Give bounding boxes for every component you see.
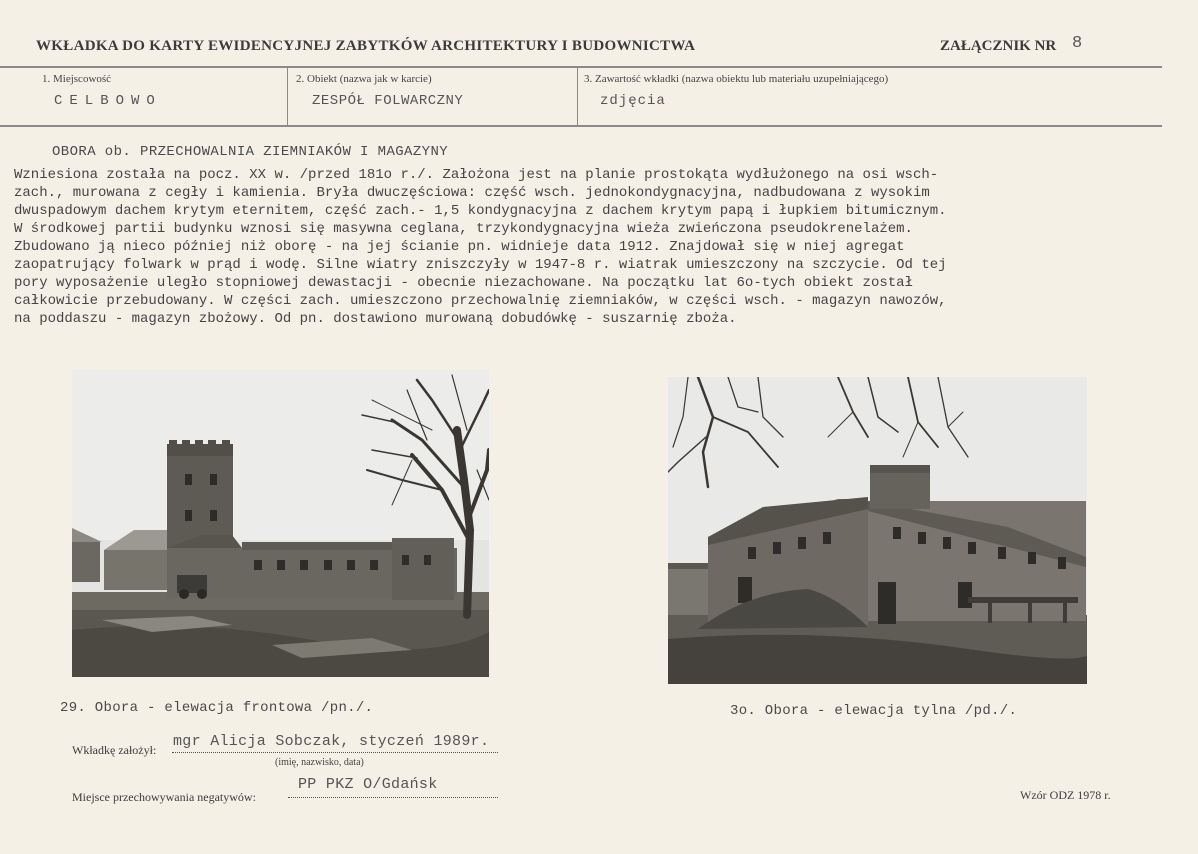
photo-rear-image [668, 377, 1087, 684]
description-line: na poddaszu - magazyn zbożowy. Od pn. dostawiono murowaną dobudówkę - suszarnię zboża. [14, 311, 737, 327]
subject-heading: OBORA ob. PRZECHOWALNIA ZIEMNIAKÓW I MAGAZYNY [52, 144, 449, 160]
author-label: Wkładkę założył: [72, 743, 157, 757]
author-value: mgr Alicja Sobczak, styczeń 1989r. [173, 733, 490, 750]
photo-rear-elevation [668, 377, 1087, 684]
description-line: dwuspadowym dachem krytym eternitem, część zach.- 1,5 kondygnacyjna z dachem krytym papą i łupkiem bitumicznym. [14, 203, 947, 219]
card-title: WKŁADKA DO KARTY EWIDENCYJNEJ ZABYTKÓW ARCHITEKTURY I BUDOWNICTWA [36, 38, 696, 54]
photo-caption-rear: 3o. Obora - elewacja tylna /pd./. [730, 703, 1018, 719]
author-underline [172, 752, 498, 753]
contents-label: 3. Zawartość wkładki (nazwa obiektu lub materiału uzupełniającego) [584, 73, 889, 85]
place-label: 1. Miejscowość [42, 73, 112, 85]
object-value: ZESPÓŁ FOLWARCZNY [312, 93, 464, 109]
description-paragraph [14, 166, 1164, 328]
author-hint: (imię, nazwisko, data) [275, 757, 364, 768]
object-label: 2. Obiekt (nazwa jak w karcie) [296, 73, 432, 85]
fields-bottom-rule [0, 125, 1162, 127]
contents-value: zdjęcia [600, 93, 666, 109]
header-rule [0, 66, 1162, 68]
storage-label: Miejsce przechowywania negatywów: [72, 790, 256, 804]
description-line: pory wyposażenie uległo stopniowej dewastacji - obecnie niezachowane. Na początku lat 6o-tych obiekt został [14, 275, 913, 291]
field-divider-1 [287, 68, 288, 125]
annex-number: 8 [1072, 34, 1083, 53]
description-line: całkowicie przebudowany. W części zach. umieszczono przechowalnię ziemniaków, w części wsch. - magazyn nawozów, [14, 293, 947, 309]
description-line: zach., murowana z cegły i kamienia. Bryła dwuczęściowa: część wsch. jednokondygnacyjna, nadbudowana z wysokim [14, 185, 930, 201]
description-line: Zbudowano ją nieco później niż oborę - na jej ścianie pn. widnieje data 1912. Znajdował się w niej agregat [14, 239, 905, 255]
annex-label: ZAŁĄCZNIK NR [940, 38, 1057, 54]
storage-value: PP PKZ O/Gdańsk [298, 776, 438, 793]
field-divider-2 [577, 68, 578, 125]
photo-front-elevation [72, 370, 489, 677]
photo-caption-front: 29. Obora - elewacja frontowa /pn./. [60, 700, 374, 716]
description-line: Wzniesiona została na pocz. XX w. /przed 181o r./. Założona jest na planie prostokąta wydłużonego na osi wsch- [14, 167, 939, 183]
photo-front-image [72, 370, 489, 677]
storage-underline [288, 797, 498, 798]
place-value: CELBOWO [54, 93, 162, 109]
description-line: W środkowej partii budynku wznosi się masywna ceglana, trzykondygnacyjna wieża zwieńczona pseudokrenelażem. [14, 221, 913, 237]
form-model: Wzór ODZ 1978 r. [1020, 788, 1111, 802]
description-line: zaopatrujący folwark w prąd i wodę. Silne wiatry zniszczyły w 1947-8 r. wiatrak umieszczony na szczycie. Od tej [14, 257, 947, 273]
